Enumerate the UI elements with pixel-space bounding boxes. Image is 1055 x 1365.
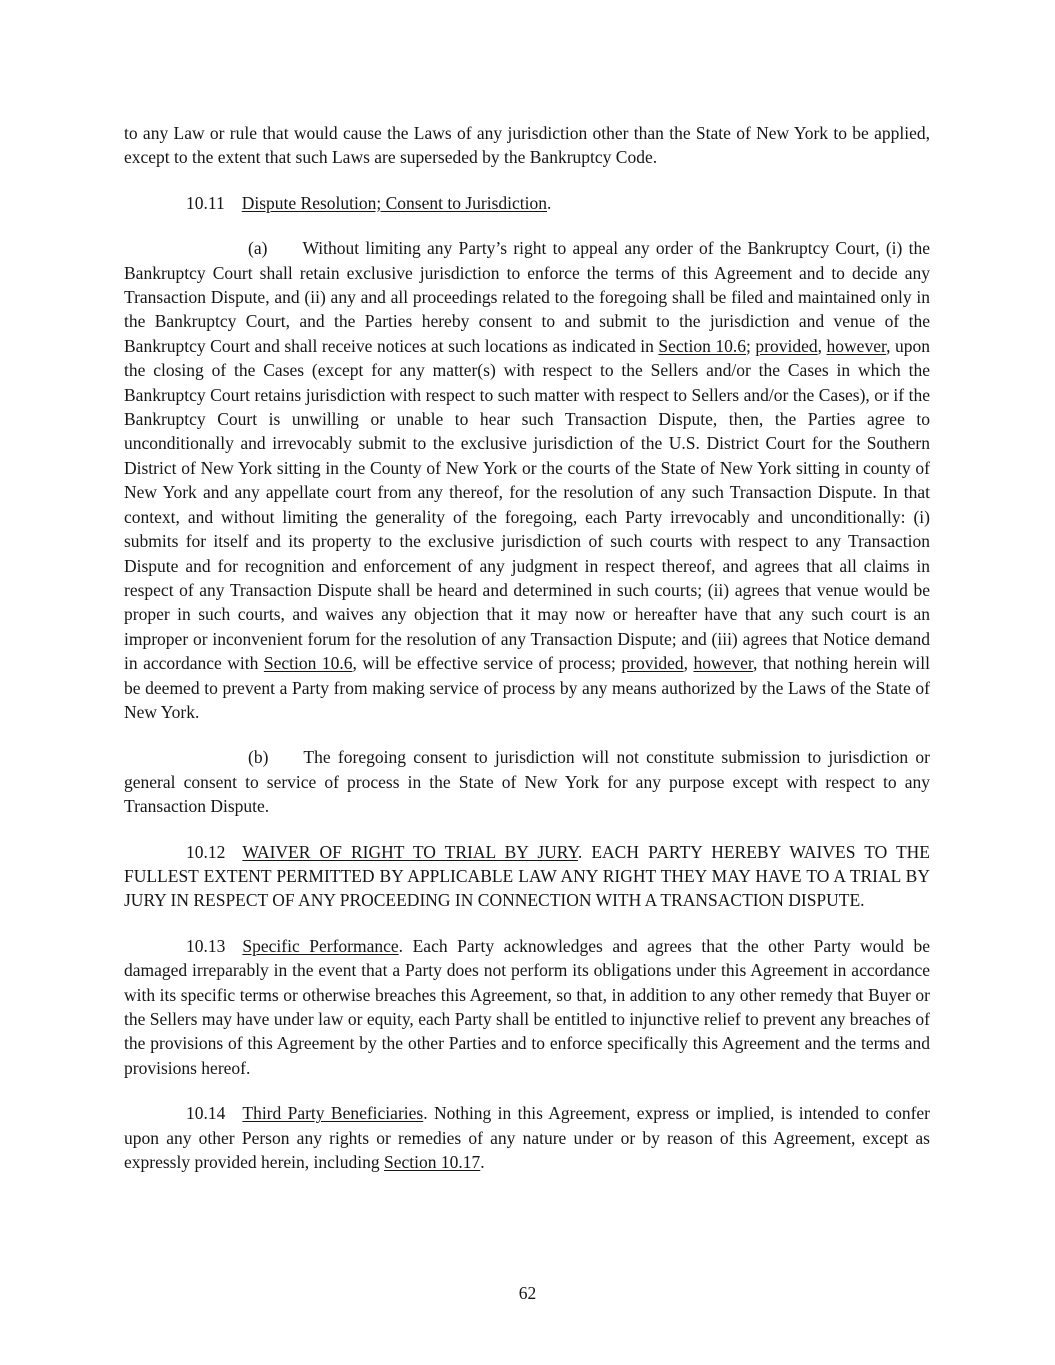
section-10-11-paragraph-a: (a) Without limiting any Party’s right to appeal any order of the Bankruptcy Court, (i) the Bankruptcy Court shall retain exclusive jurisdiction to enforce the terms of this Agreement and to decide any Transaction Dispute, and (ii) any and all proceedings related to the foregoing shall be filed and maintained only in the Bankruptcy Court, and the Parties hereby consent to and submit to the jurisdiction and venue of the Bankruptcy Court and shall receive notices at such locations as indicated in Section 10.6; provided, however, upon the closing of the Cases (except for any matter(s) with respect to the Sellers and/or the Cases in which the Bankruptcy Court retains jurisdiction with respect to such matter with respect to Sellers and/or the Cases), or if the Bankruptcy Court is unwilling or unable to hear such Transaction Dispute, then, the Parties agree to unconditionally and irrevocably submit to the exclusive jurisdiction of the U.S. District Court for the Southern District of New York sitting in the County of New York or the courts of the State of New York sitting in county of New York and any appellate court from any thereof, for the resolution of any such Transaction Dispute. In that context, and without limiting the generality of the foregoing, each Party irrevocably and unconditionally: (i) submits for itself and its property to the exclusive jurisdiction of such courts with respect to any Transaction Dispute and for recognition and enforcement of any judgment in respect thereof, and agrees that all claims in respect of any Transaction Dispute shall be heard and determined in such courts; (ii) agrees that venue would be proper in such courts, and waives any objection that it may now or hereafter have that any such court is an improper or inconvenient forum for the resolution of any Transaction Dispute; and (iii) agrees that Notice demand in accordance with Section 10.6, will be effective service of process; provided, however, that nothing herein will be deemed to prevent a Party from making service of process by any means authorized by the Laws of the State of New York. [124,238,931,722]
continuation-paragraph: to any Law or rule that would cause the Laws of any jurisdiction other than the State of New York to be applied, except to the extent that such Laws are superseded by the Bankruptcy Code. [124,123,930,168]
section-10-11-heading: 10.11 Dispute Resolution; Consent to Jurisdiction. [186,192,552,213]
section-10-12-paragraph: 10.12 WAIVER OF RIGHT TO TRIAL BY JURY. EACH PARTY HEREBY WAIVES TO THE FULLEST EXTENT PERMITTED BY APPLICABLE LAW ANY RIGHT THEY MAY HAVE TO A TRIAL BY JURY IN RESPECT OF ANY PROCEEDING IN CONNECTION WITH A TRANSACTION DISPUTE. [124,841,930,911]
section-10-14-paragraph: 10.14 Third Party Beneficiaries. Nothing in this Agreement, express or implied, is intended to confer upon any other Person any rights or remedies of any nature under or by reason of this Agreement, except as expressly provided herein, including Section 10.17. [124,1103,930,1173]
section-10-13-paragraph: 10.13 Specific Performance. Each Party acknowledges and agrees that the other Party would be damaged irreparably in the event that a Party does not perform its obligations under this Agreement in accordance with its specific terms or otherwise breaches this Agreement, so that, in addition to any other remedy that Buyer or the Sellers may have under law or equity, each Party shall be entitled to injunctive relief to prevent any breaches of the provisions of this Agreement by the other Parties and to enforce specifically this Agreement and the terms and provisions hereof. [124,935,930,1078]
section-10-11-paragraph-b: (b) The foregoing consent to jurisdiction will not constitute submission to jurisdiction or general consent to service of process in the State of New York for any purpose except with respect to any Transaction Dispute. [124,747,930,817]
page-number: 62 [518,1283,537,1303]
